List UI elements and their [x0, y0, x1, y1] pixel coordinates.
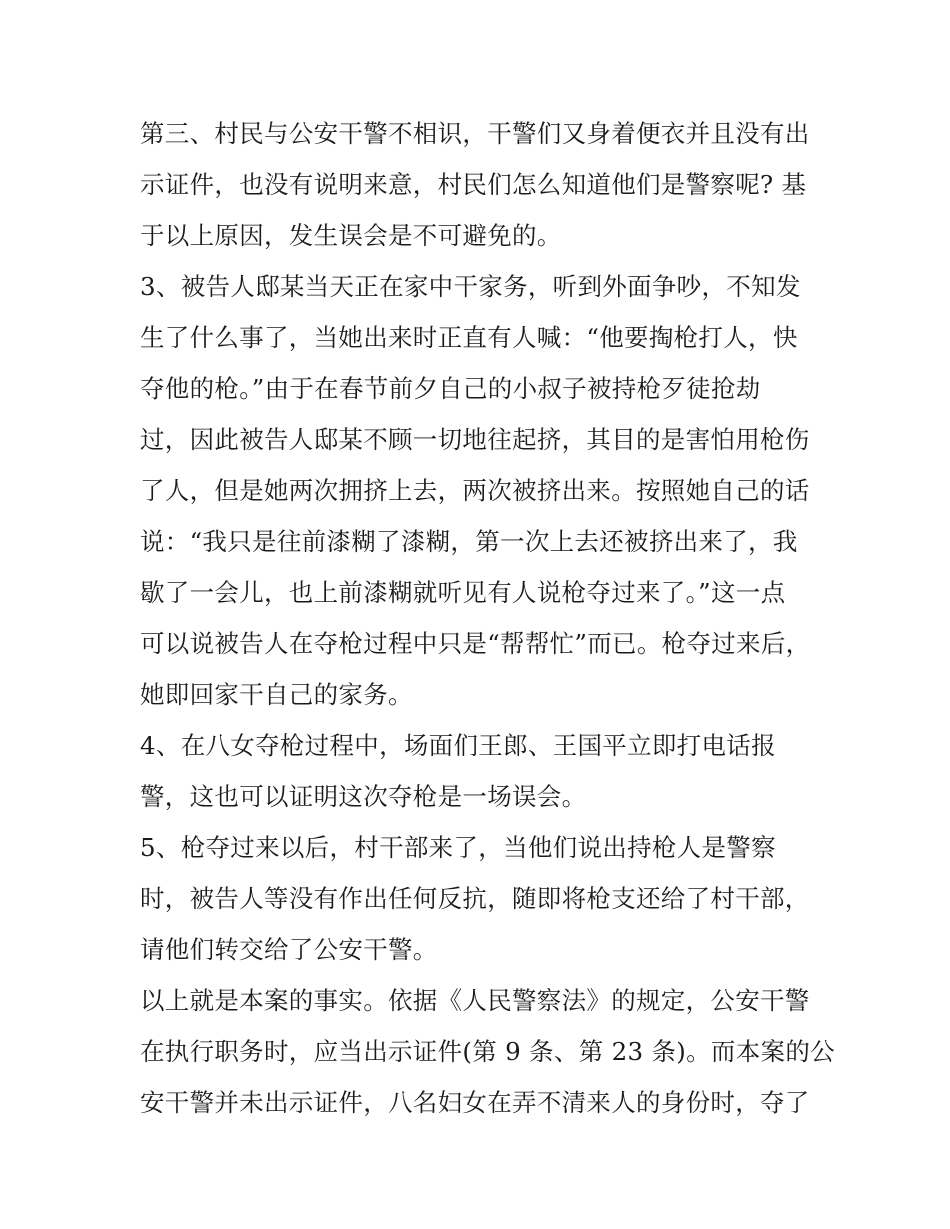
document-body [140, 108, 835, 1128]
text-line: 以上就是本案的事实。依据《人民警察法》的规定，公安干警 [140, 986, 810, 1015]
text-line: 生了什么事了，当她出来时正直有人喊：“他要掏枪打人，快 [140, 323, 798, 352]
text-line: 于以上原因，发生误会是不可避免的。 [140, 221, 562, 250]
text-line: 第三、村民与公安干警不相识，干警们又身着便衣并且没有出 [140, 119, 810, 148]
text-line: 了人，但是她两次拥挤上去，两次被挤出来。按照她自己的话 [140, 476, 810, 505]
text-line: 示证件，也没有说明来意，村民们怎么知道他们是警察呢? 基 [140, 170, 807, 199]
text-line: 说：“我只是往前漆糊了漆糊，第一次上去还被挤出来了，我 [140, 527, 798, 556]
text-line: 5、枪夺过来以后，村干部来了，当他们说出持枪人是警察 [140, 833, 776, 862]
text-line: 安干警并未出示证件，八名妇女在弄不清来人的身份时，夺了 [140, 1088, 810, 1117]
text-line: 4、在八女夺枪过程中，场面们王郎、王国平立即打电话报 [140, 731, 776, 760]
text-line: 3、被告人邸某当天正在家中干家务，听到外面争吵，不知发 [140, 272, 801, 301]
text-line: 警，这也可以证明这次夺枪是一场误会。 [140, 782, 587, 811]
text-line: 请他们转交给了公安干警。 [140, 935, 438, 964]
text-line: 可以说被告人在夺枪过程中只是“帮帮忙”而已。枪夺过来后， [140, 629, 811, 658]
text-line: 她即回家干自己的家务。 [140, 680, 413, 709]
text-line: 过，因此被告人邸某不顾一切地往起挤，其目的是害怕用枪伤 [140, 425, 810, 454]
text-line: 在执行职务时，应当出示证件(第 9 条、第 23 条)。而本案的公 [140, 1037, 835, 1066]
text-line: 夺他的枪。”由于在春节前夕自己的小叔子被持枪歹徒抢劫 [140, 374, 761, 403]
text-line: 歇了一会儿，也上前漆糊就听见有人说枪夺过来了。”这一点 [140, 578, 786, 607]
text-line: 时，被告人等没有作出任何反抗，随即将枪支还给了村干部， [140, 884, 810, 913]
